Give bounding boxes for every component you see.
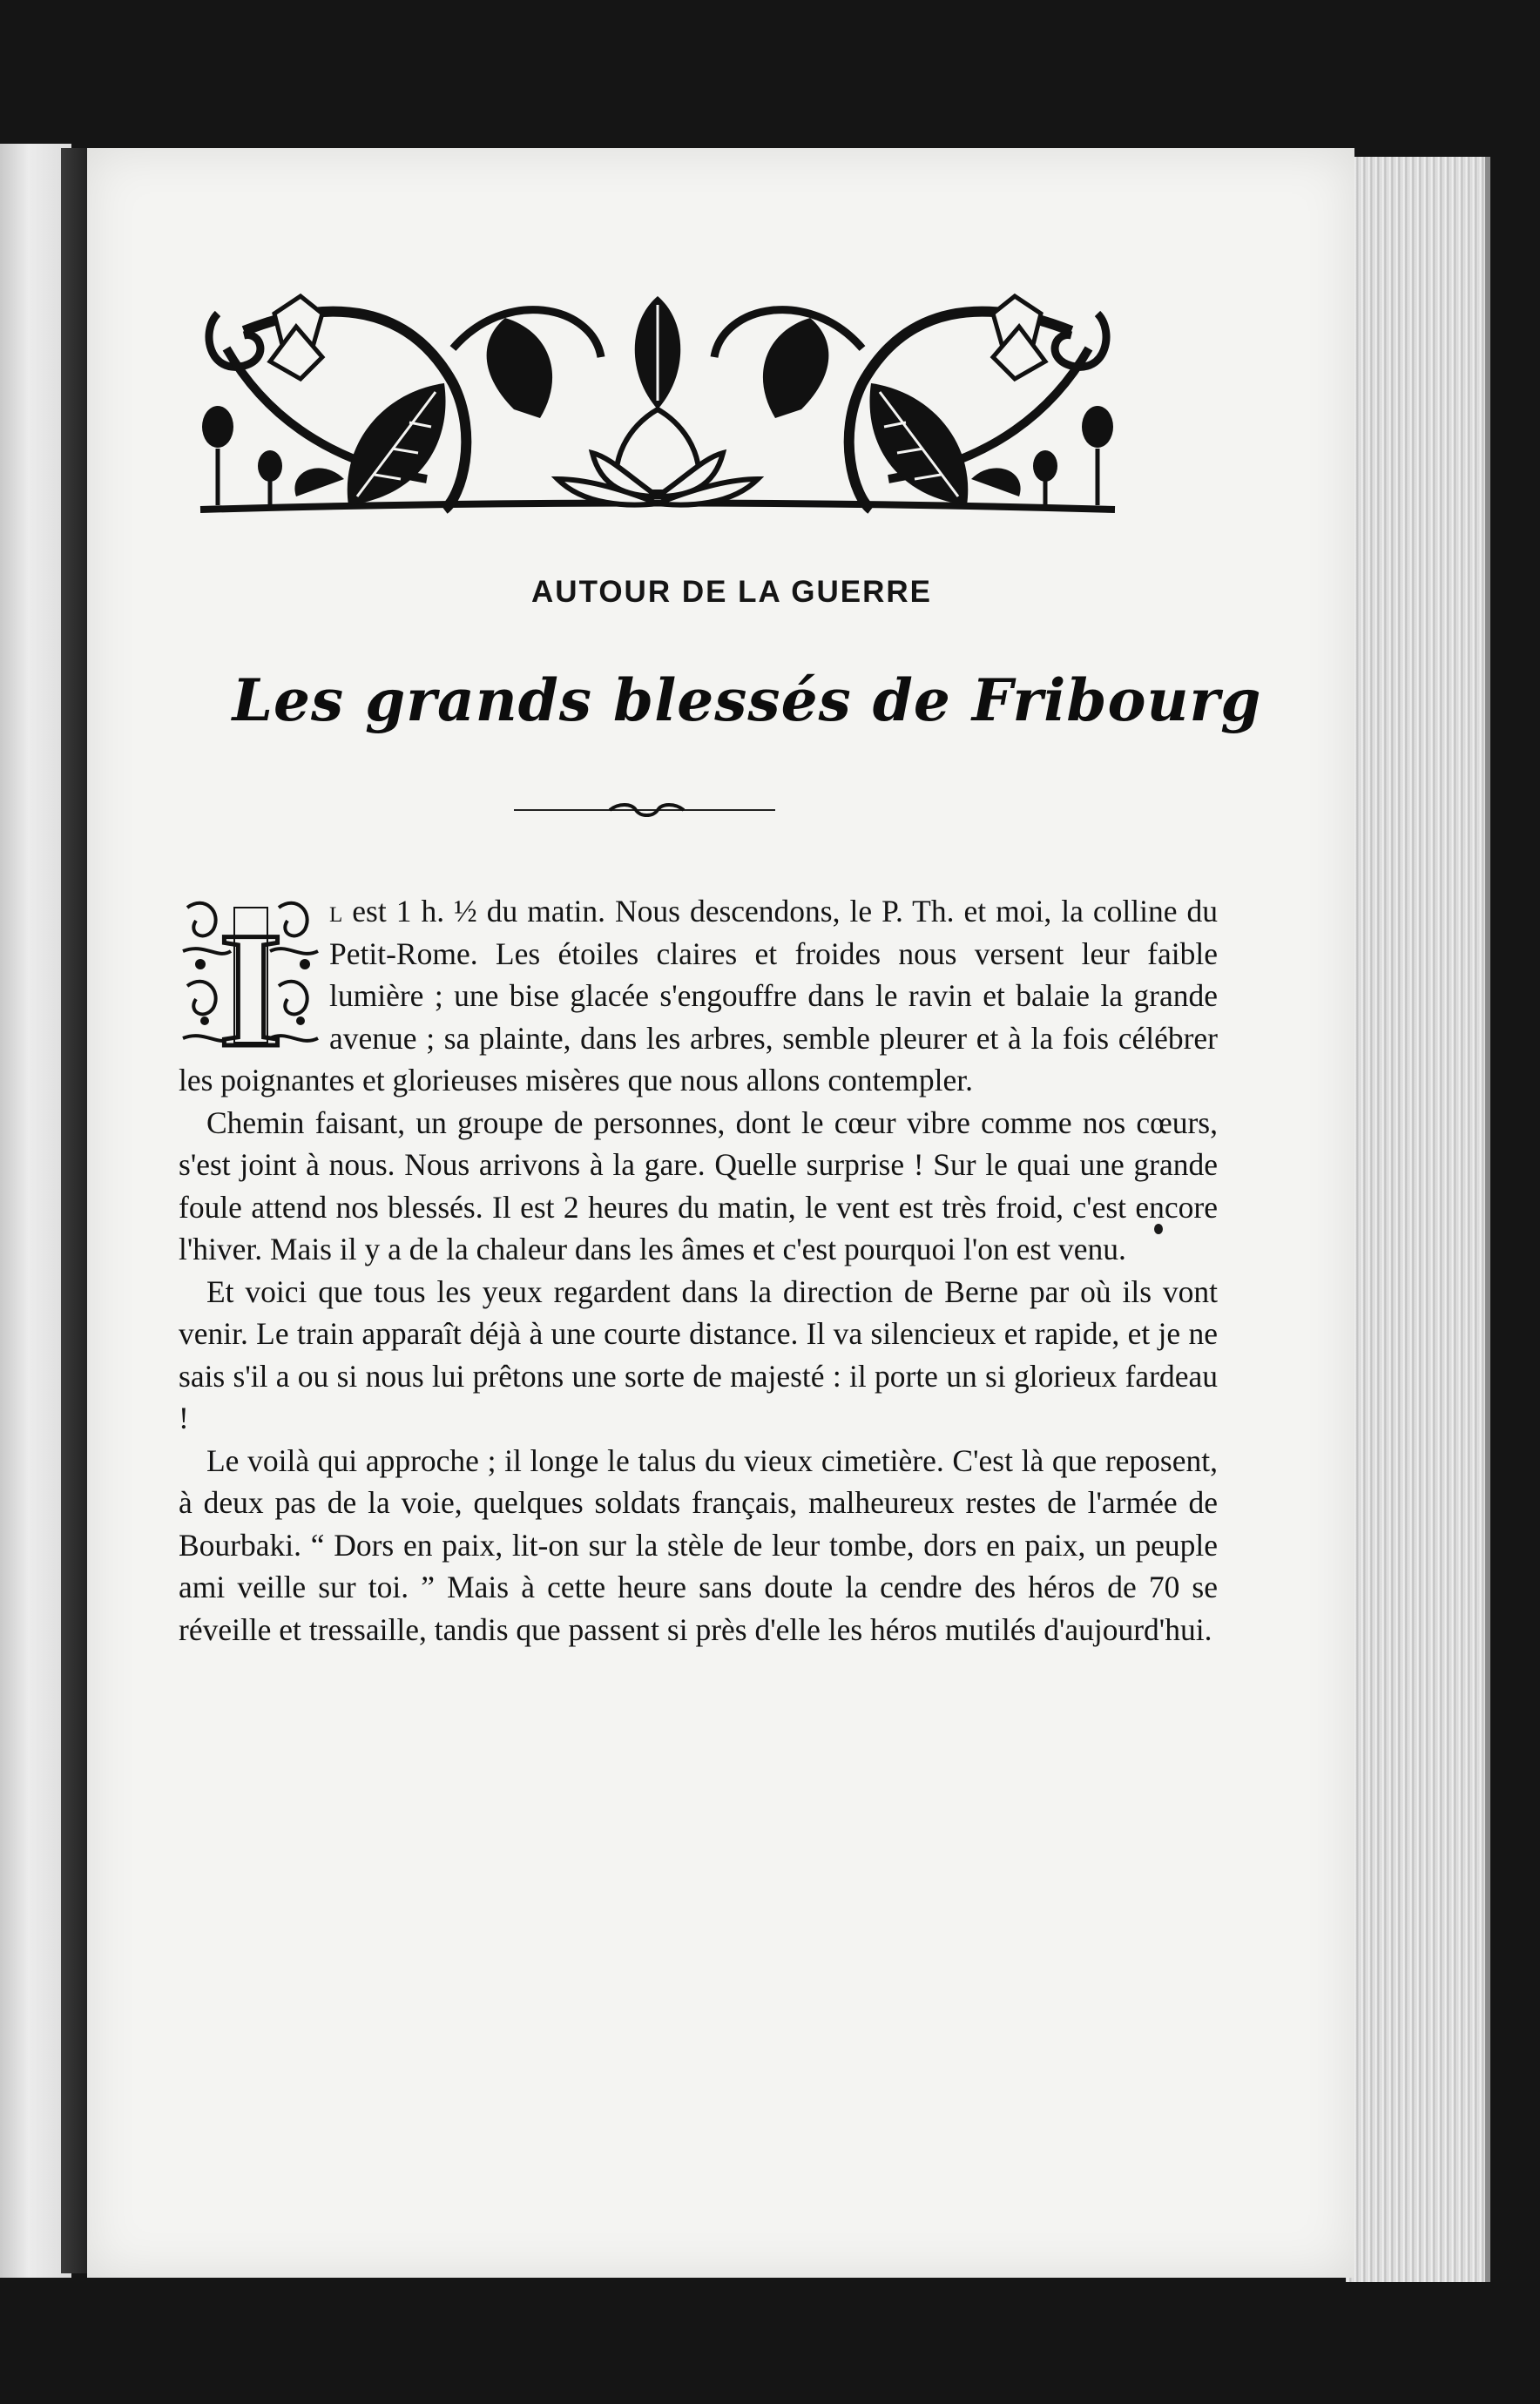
book-page	[87, 148, 1354, 2278]
drop-cap-letter: I	[219, 899, 283, 1056]
decorative-rule	[514, 803, 775, 817]
paragraph-1-text: est 1 h. ½ du matin. Nous descendons, le P. Th. et moi, la colline du Petit-Rome. Les étoiles claires et froides nous versent leur faible lumière ; une bise glacée s'engouffre dans le ravin et balaie la grande avenue ; sa plainte, dans les arbres, semble pleurer et à la fois célébrer les poignantes et glorieuses misères que nous allons contempler.	[179, 894, 1218, 1097]
ink-speck	[1154, 1224, 1163, 1234]
section-heading: AUTOUR DE LA GUERRE	[531, 575, 932, 609]
illuminated-initial	[179, 890, 329, 1056]
page-title: Les grands blessés de Fribourg	[232, 666, 1262, 734]
first-word-rest: l	[329, 894, 343, 929]
paragraph-3: Et voici que tous les yeux regardent dans la direction de Berne par où ils vont venir. Le train apparaît déjà à une courte distance. Il va silencieux et rapide, et je ne sais s'il a ou si nous lui prêtons une sorte de majesté : il porte un si glorieux fardeau !	[179, 1273, 1218, 1435]
paragraph-2: Chemin faisant, un groupe de personnes, dont le cœur vibre comme nos cœurs, s'est joint à nous. Nous arrivons à la gare. Quelle surprise ! Sur le quai une grande foule attend nos blessés. Il est 2 heures du matin, le vent est très froid, c'est encore l'hiver. Mais il y a de la chaleur dans les âmes et c'est pourquoi l'on est venu.	[179, 1104, 1218, 1266]
floral-ornament-header	[192, 279, 1124, 523]
paragraph-4: Le voilà qui approche ; il longe le talus du vieux cimetière. C'est là que reposent, à deux pas de la voie, quelques soldats français, malheureux restes de l'armée de Bourbaki. “ Dors en paix, lit-on sur la stèle de leur tombe, dors en paix, un peuple ami veille sur toi. ” Mais à cette heure sans doute la cendre des héros de 70 se réveille et tressaille, tandis que passent si près d'elle les héros mutilés d'aujourd'hui.	[179, 1442, 1218, 1647]
paragraph-1	[179, 890, 1218, 1102]
article-body	[179, 890, 1218, 1651]
page-stack-edge	[1346, 157, 1490, 2282]
